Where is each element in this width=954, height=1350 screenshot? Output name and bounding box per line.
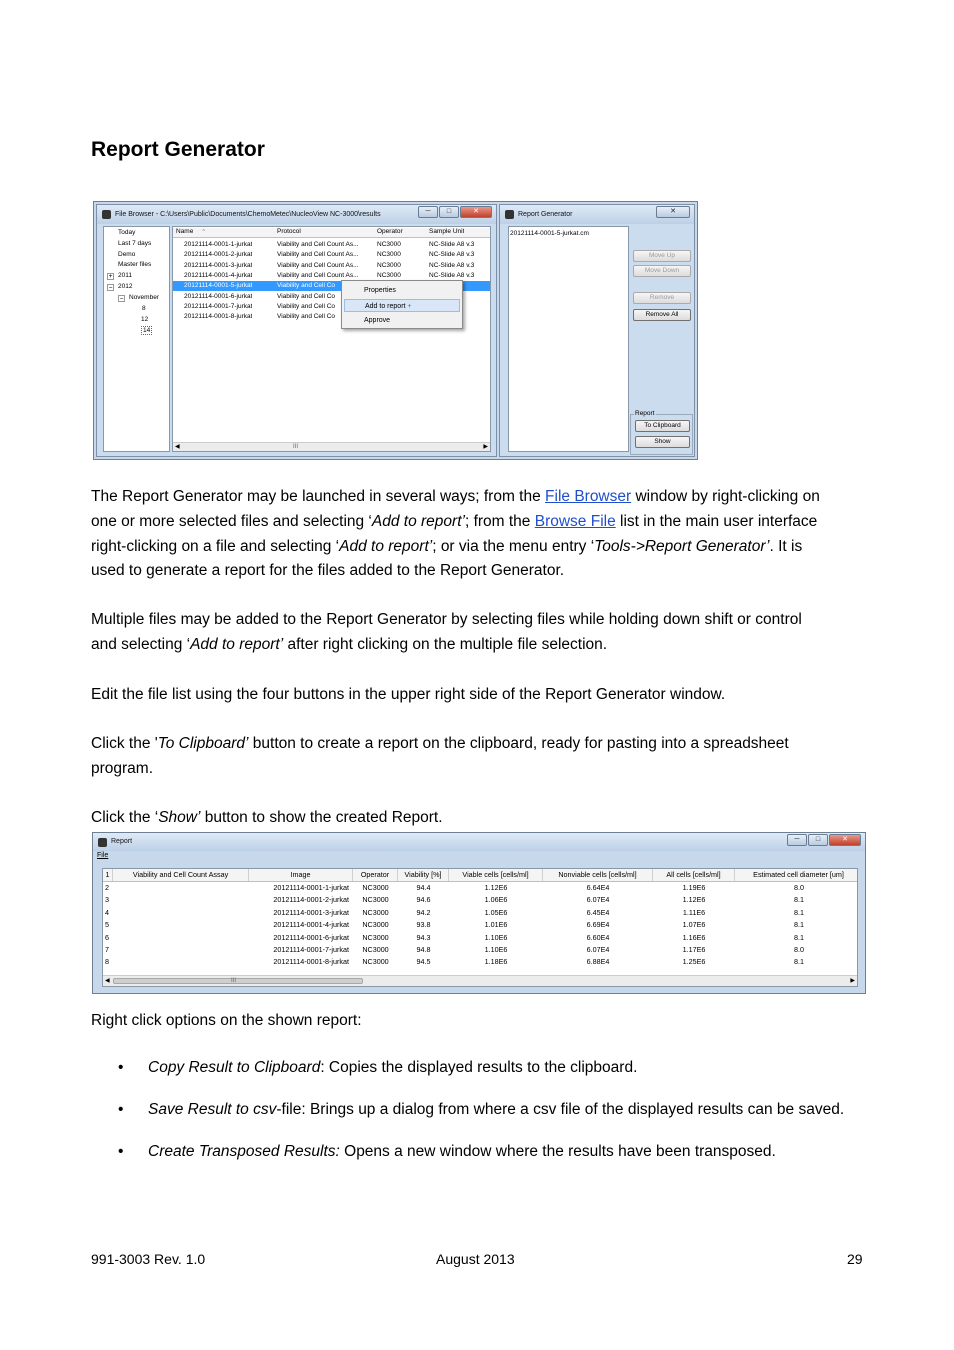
table-row[interactable] <box>103 907 857 919</box>
cell-operator: NC3000 <box>377 271 401 279</box>
table-cell: 6.07E4 <box>586 895 610 905</box>
column-header[interactable]: Operator <box>353 869 398 881</box>
table-cell: 1.12E6 <box>484 883 508 892</box>
cursor-icon: + <box>407 303 412 310</box>
table-cell: 94.2 <box>416 907 431 917</box>
cell-protocol: Viability and Cell Co <box>277 313 336 321</box>
table-row[interactable] <box>103 882 857 894</box>
table-cell: 8.1 <box>794 907 804 917</box>
app-icon <box>98 838 107 847</box>
collapse-icon[interactable]: − <box>108 284 113 291</box>
table-cell: 1.12E6 <box>682 895 706 905</box>
report-generator-titlebar <box>500 205 694 224</box>
menu-file[interactable]: File <box>97 852 109 859</box>
tree-item-master-files[interactable]: Master files <box>118 261 152 268</box>
column-header-protocol[interactable]: Protocol <box>277 228 301 235</box>
footer-doc-number: 991-3003 Rev. 1.0 <box>91 1251 206 1267</box>
table-cell: 20121114-0001-3-jurkat <box>273 907 349 917</box>
tree-item-day-12[interactable]: 12 <box>141 316 149 323</box>
report-header-row <box>103 869 857 882</box>
table-row[interactable] <box>173 261 490 271</box>
report-generator-window <box>499 204 695 457</box>
table-cell: 20121114-0001-6-jurkat <box>273 932 349 942</box>
table-cell: 8.1 <box>794 895 804 905</box>
cell-file-name: 20121114-0001-4-jurkat <box>184 271 253 279</box>
table-cell: 93.8 <box>416 920 431 930</box>
tree-item-last-7-days[interactable]: Last 7 days <box>118 240 152 247</box>
table-cell: 8.1 <box>794 920 804 930</box>
paragraph-multiple-files: Multiple files may be added to the Report Generator by selecting files while holding down shift or control and selecting ‘Add to report’ after right clicking on the multiple file selection. <box>91 611 802 653</box>
report-titlebar <box>93 833 865 851</box>
table-row[interactable] <box>103 932 857 944</box>
scroll-thumb[interactable] <box>113 978 363 984</box>
maximize-button[interactable]: □ <box>808 834 828 846</box>
column-header-sample-unit[interactable]: Sample Unit <box>429 228 465 235</box>
report-file-item[interactable]: 20121114-0001-5-jurkat.cm <box>510 230 589 237</box>
row-number: 6 <box>105 932 109 942</box>
column-header-operator[interactable]: Operator <box>377 228 403 235</box>
table-cell: 94.6 <box>416 895 431 905</box>
table-cell: 94.5 <box>416 957 431 967</box>
folder-tree[interactable] <box>103 226 170 452</box>
tree-item-november[interactable]: November <box>129 294 159 301</box>
table-row[interactable] <box>103 894 857 906</box>
cell-operator: NC3000 <box>377 261 401 269</box>
context-menu-approve[interactable]: Approve <box>364 317 391 324</box>
table-cell: 1.16E6 <box>682 932 706 942</box>
table-cell: 8.0 <box>794 945 804 954</box>
table-cell: 20121114-0001-4-jurkat <box>273 920 349 930</box>
cell-protocol: Viability and Cell Co <box>277 302 336 310</box>
table-cell: 1.17E6 <box>682 945 706 954</box>
table-cell: 1.05E6 <box>484 907 508 917</box>
table-row[interactable] <box>103 944 857 956</box>
minimize-button[interactable]: ─ <box>418 206 438 218</box>
browse-file-link[interactable]: Browse File <box>534 512 616 530</box>
column-header[interactable]: Viable cells [cells/ml] <box>449 869 543 881</box>
table-cell: NC3000 <box>362 957 389 967</box>
table-cell: NC3000 <box>362 920 389 930</box>
tree-item-day-8[interactable]: 8 <box>142 305 146 312</box>
bullet-icon: • <box>118 1143 124 1160</box>
close-button[interactable]: ✕ <box>656 206 690 218</box>
to-clipboard-button[interactable]: To Clipboard <box>635 420 690 432</box>
table-cell: 1.10E6 <box>484 945 508 954</box>
table-cell: 6.88E4 <box>586 957 610 967</box>
context-menu-properties[interactable]: Properties <box>364 287 396 294</box>
cell-file-name: 20121114-0001-7-jurkat <box>184 302 253 310</box>
paragraph-show: Click the ‘Show’ button to show the created Report. <box>91 809 443 826</box>
report-window-screenshot <box>92 832 866 994</box>
paragraph-launch: The Report Generator may be launched in several ways; from the File Browser window by right-clicking on one or more selected files and selecting ‘Add to report’; from the Browse File list in the main user interface right-clicking on a file and selecting ‘Add to report’; or via the menu entry ‘Tools->Report Generator’. It is used to generate a report for the files added to the Report Generator. <box>91 488 820 580</box>
table-cell: 94.3 <box>416 932 431 942</box>
report-title: Report <box>111 838 133 845</box>
minimize-button[interactable]: ─ <box>787 834 807 846</box>
cell-protocol: Viability and Cell Count As... <box>277 251 359 259</box>
row-number: 2 <box>105 883 109 892</box>
scroll-right-icon[interactable]: ▶ <box>483 444 488 450</box>
app-icon <box>102 210 111 219</box>
scroll-left-icon[interactable]: ◀ <box>105 978 110 984</box>
row-number: 4 <box>105 907 109 917</box>
sort-arrow-icon: ⌃ <box>201 229 207 236</box>
row-number: 5 <box>105 920 109 930</box>
cell-protocol: Viability and Cell Count As... <box>277 261 359 269</box>
close-button[interactable]: ✕ <box>829 834 861 846</box>
remove-button[interactable]: Remove <box>633 292 691 304</box>
table-cell: 1.06E6 <box>484 895 508 905</box>
tree-item-demo[interactable]: Demo <box>118 251 136 258</box>
table-cell: NC3000 <box>362 883 389 892</box>
file-browser-link[interactable]: File Browser <box>545 488 632 505</box>
column-header[interactable]: Estimated cell diameter [um] <box>735 869 858 881</box>
table-cell: 1.01E6 <box>484 920 508 930</box>
cell-sample-unit: NC-Slide A8 v.3 <box>429 271 475 279</box>
column-header[interactable]: Image <box>249 869 353 881</box>
tree-item-2011[interactable]: 2011 <box>118 272 132 279</box>
paragraph-right-click-options: Right click options on the shown report: <box>91 1012 362 1029</box>
table-cell: 94.4 <box>416 883 431 892</box>
table-cell: 8.1 <box>794 932 804 942</box>
tree-item-2012[interactable]: 2012 <box>118 283 133 290</box>
file-list[interactable] <box>172 226 491 452</box>
cell-file-name: 20121114-0001-1-jurkat <box>184 241 253 248</box>
report-generator-title: Report Generator <box>518 211 573 218</box>
file-browser-screenshot <box>93 201 698 460</box>
column-header[interactable]: Viability [%] <box>398 869 449 881</box>
file-browser-titlebar <box>97 205 496 224</box>
cell-sample-unit: NC-Slide A8 v.3 <box>429 241 475 248</box>
report-file-list[interactable] <box>508 226 629 452</box>
table-cell: NC3000 <box>362 907 389 917</box>
report-grid[interactable] <box>102 868 858 987</box>
column-header[interactable]: Viability and Cell Count Assay <box>113 869 249 881</box>
table-row[interactable] <box>173 250 490 260</box>
table-cell: 6.69E4 <box>586 920 610 930</box>
report-group-label: Report <box>635 410 655 417</box>
scroll-left-icon[interactable]: ◀ <box>175 444 180 450</box>
bullet-icon: • <box>118 1101 124 1118</box>
file-browser-window <box>96 204 497 457</box>
column-header[interactable]: 1 <box>103 869 113 881</box>
tree-item-today[interactable]: Today <box>118 229 136 236</box>
cell-operator: NC3000 <box>377 251 401 259</box>
table-cell: 6.45E4 <box>586 907 610 917</box>
column-header[interactable]: All cells [cells/ml] <box>653 869 735 881</box>
table-cell: 6.60E4 <box>586 932 610 942</box>
cell-sample-unit: NC-Slide A8 v.3 <box>429 251 475 259</box>
column-header-name[interactable]: Name <box>176 228 194 235</box>
table-cell: NC3000 <box>362 945 389 954</box>
close-button[interactable]: ✕ <box>460 206 492 218</box>
move-down-button[interactable]: Move Down <box>633 265 691 277</box>
cell-protocol: Viability and Cell Count As... <box>277 241 359 248</box>
table-cell: NC3000 <box>362 895 389 905</box>
footer-date: August 2013 <box>436 1251 515 1267</box>
scroll-right-icon[interactable]: ▶ <box>850 978 855 984</box>
context-menu <box>341 280 463 329</box>
table-row[interactable] <box>103 919 857 931</box>
table-cell: 1.11E6 <box>682 907 706 917</box>
cell-file-name: 20121114-0001-8-jurkat <box>184 313 253 321</box>
cell-sample-unit: NC-Slide A8 v.3 <box>429 261 475 269</box>
remove-all-button[interactable]: Remove All <box>633 309 691 321</box>
scroll-thumb-grip: III <box>293 444 299 450</box>
page-heading: Report Generator <box>91 138 265 161</box>
table-cell: 1.19E6 <box>682 883 706 892</box>
cell-protocol: Viability and Cell Count As... <box>277 271 359 279</box>
row-number: 3 <box>105 895 109 905</box>
cell-operator: NC3000 <box>377 241 401 248</box>
collapse-icon[interactable]: − <box>119 295 124 302</box>
app-icon <box>505 210 514 219</box>
horizontal-scrollbar[interactable] <box>103 975 857 986</box>
cell-file-name: 20121114-0001-5-jurkat <box>184 282 253 290</box>
paragraph-edit-list: Edit the file list using the four buttons in the upper right side of the Report Generator window. <box>91 686 726 703</box>
bullet-icon: • <box>118 1059 124 1076</box>
tree-item-day-14[interactable]: 14 <box>143 327 151 334</box>
file-browser-title: File Browser - C:\Users\Public\Documents\ChemoMetec\NucleoView NC-3000\results <box>115 211 381 218</box>
column-header[interactable]: Nonviable cells [cells/ml] <box>543 869 653 881</box>
table-row[interactable] <box>173 240 490 250</box>
maximize-button[interactable]: □ <box>439 206 459 218</box>
table-cell: 1.25E6 <box>682 957 706 967</box>
row-number: 7 <box>105 945 109 954</box>
table-cell: 6.07E4 <box>586 945 610 954</box>
table-cell: 6.64E4 <box>586 883 610 892</box>
cell-file-name: 20121114-0001-2-jurkat <box>184 251 253 259</box>
file-list-header <box>173 228 490 238</box>
footer-page-number: 29 <box>847 1251 863 1267</box>
scroll-thumb-grip: III <box>231 978 237 984</box>
table-cell: 94.8 <box>416 945 431 954</box>
cell-file-name: 20121114-0001-6-jurkat <box>184 292 253 300</box>
table-cell: 1.07E6 <box>682 920 706 930</box>
show-button[interactable]: Show <box>635 436 690 448</box>
move-up-button[interactable]: Move Up <box>633 250 691 262</box>
table-cell: 1.18E6 <box>484 957 508 967</box>
table-cell: 20121114-0001-1-jurkat <box>273 883 349 892</box>
table-cell: 20121114-0001-7-jurkat <box>273 945 349 954</box>
row-number: 8 <box>105 957 109 967</box>
table-row[interactable] <box>103 956 857 968</box>
cell-file-name: 20121114-0001-3-jurkat <box>184 261 253 269</box>
table-cell: 20121114-0001-2-jurkat <box>273 895 349 905</box>
paragraph-clipboard: Click the 'To Clipboard’ button to create a report on the clipboard, ready for pasting into a spreadsheet program. <box>91 735 789 777</box>
table-cell: 8.1 <box>794 957 804 967</box>
cell-protocol: Viability and Cell Co <box>277 292 336 300</box>
expand-icon[interactable]: + <box>108 273 113 280</box>
table-cell: 20121114-0001-8-jurkat <box>273 957 349 967</box>
table-cell: 1.10E6 <box>484 932 508 942</box>
table-cell: 8.0 <box>794 883 804 892</box>
context-menu-add-to-report[interactable]: Add to report + <box>344 299 460 312</box>
cell-protocol: Viability and Cell Co <box>277 282 336 290</box>
horizontal-scrollbar[interactable] <box>173 442 490 451</box>
table-cell: NC3000 <box>362 932 389 942</box>
